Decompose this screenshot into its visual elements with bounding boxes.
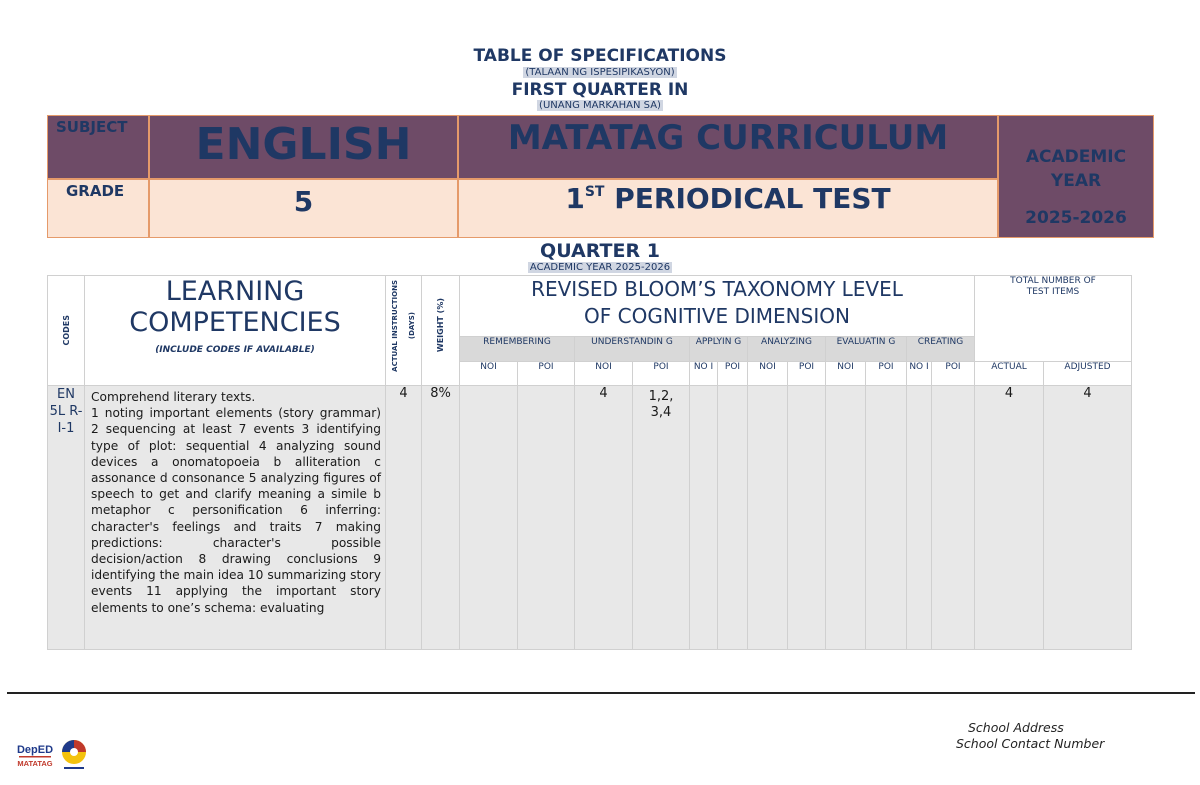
remembering-noi-cell [460,386,518,650]
level-remembering: REMEMBERING [460,337,575,362]
quarter-title-filipino [0,100,1200,111]
sub-header-understanding-noi: NOI [575,362,633,386]
school-address: School Address [968,720,1064,735]
adjusted-header: ADJUSTED [1044,362,1132,386]
evaluating-noi-cell [826,386,866,650]
adjusted-value: 4 [1044,386,1132,650]
grade-value: 5 [149,179,458,238]
table-row [48,386,1132,650]
actual-value: 4 [975,386,1044,650]
subject-value: ENGLISH [149,115,458,179]
curriculum-name: MATATAG CURRICULUM [458,115,998,179]
weight-header-text: WEIGHT (%) [436,298,445,353]
evaluating-poi-cell [866,386,907,650]
quarter-heading: QUARTER 1 [540,240,660,262]
sub-header-creating-poi: POI [932,362,975,386]
weight-value: 8% [422,386,460,650]
competency-code: EN 5L R- I-1 [48,386,85,650]
quarter-academic-year [0,262,1200,273]
codes-header [48,276,85,386]
test-ordinal: ST [584,184,605,200]
test-name-text: PERIODICAL TEST [604,182,891,215]
level-understanding: UNDERSTANDIN G [575,337,690,362]
quarter-title-filipino-text: (UNANG MARKAHAN SA) [539,100,661,111]
level-analyzing: ANALYZING [748,337,826,362]
quarter-title: FIRST QUARTER IN [511,80,689,100]
test-name [458,179,998,238]
analyzing-poi-cell [788,386,826,650]
applying-noi-cell [690,386,718,650]
codes-header-text: CODES [61,315,71,346]
document-title: TABLE OF SPECIFICATIONS [473,46,727,66]
sub-header-evaluating-noi: NOI [826,362,866,386]
total-items-header [975,276,1132,362]
actual-header: ACTUAL [975,362,1044,386]
total-header-line1: TOTAL NUMBER OF [1010,276,1096,286]
competency-text: 1 noting important elements (story grammar) 2 sequencing at least 7 events 3 identifying type of plot: sequential 4 analyzing sound devices a onomatopoeia b alliteration c assonance d consonance 5 analyzing figures of speech to get and clarify meaning a simile b metaphor c personification 6 inferring: character's feelings and traits 7 making predictions: character's possible decision/action 8 drawing conclusions 9 identifying the main idea 10 summarizing story events 11 applying the important story elements to one’s schema: evaluating [91,406,381,615]
days-header-line2: (DAYS) [408,312,417,340]
lc-header-line2: COMPETENCIES [129,307,341,338]
weight-header [422,276,460,386]
level-applying: APPLYIN G [690,337,748,362]
understanding-poi-value: 1,2, 3,4 [633,386,690,650]
lc-header-note: (INCLUDE CODES IF AVAILABLE) [155,345,315,355]
document-title-filipino-text: (TALAAN NG ISPESIPIKASYON) [525,67,675,78]
competency-cell [85,386,386,650]
sub-header-applying-noi: NO I [690,362,718,386]
sub-header-remembering-noi: NOI [460,362,518,386]
document-title-filipino [0,67,1200,78]
sub-header-understanding-poi: POI [633,362,690,386]
understanding-noi-value: 4 [575,386,633,650]
matatag-logo-text: MATATAG [17,759,53,768]
creating-noi-cell [907,386,932,650]
applying-poi-cell [718,386,748,650]
footer-divider [7,692,1195,694]
specifications-table [47,275,1132,650]
sub-header-creating-noi: NO I [907,362,932,386]
bloom-header-line1: REVISED BLOOM’S TAXONOMY LEVEL [531,277,903,301]
total-header-line2: TEST ITEMS [1026,287,1080,297]
analyzing-noi-cell [748,386,788,650]
academic-label: ACADEMIC [1025,147,1127,167]
academic-year-value: 2025-2026 [1025,208,1127,228]
sub-header-evaluating-poi: POI [866,362,907,386]
sub-header-analyzing-noi: NOI [748,362,788,386]
bloom-header-line2: OF COGNITIVE DIMENSION [584,304,850,328]
deped-logo-text: DepED [16,744,54,756]
lc-header-line1: LEARNING [165,276,305,307]
quarter-academic-year-text: ACADEMIC YEAR 2025-2026 [529,262,671,273]
sub-header-remembering-poi: POI [518,362,575,386]
days-value: 4 [386,386,422,650]
level-creating: CREATING [907,337,975,362]
bloom-taxonomy-header [460,276,975,337]
days-header [386,276,422,386]
grade-label: GRADE [47,179,149,238]
subject-label: SUBJECT [47,115,149,179]
creating-poi-cell [932,386,975,650]
level-evaluating: EVALUATIN G [826,337,907,362]
school-contact-number: School Contact Number [956,736,1105,751]
deped-matatag-logo [15,738,55,772]
learning-competencies-header [85,276,386,386]
competency-title: Comprehend literary texts. [91,390,256,404]
test-number: 1 [565,182,585,215]
academic-year-box [998,115,1154,238]
remembering-poi-cell [518,386,575,650]
sub-header-analyzing-poi: POI [788,362,826,386]
bagong-pilipinas-logo [58,737,90,773]
days-header-line1: ACTUAL INSTRUCTIONS [390,280,399,372]
sub-header-applying-poi: POI [718,362,748,386]
year-label: YEAR [1050,171,1102,191]
